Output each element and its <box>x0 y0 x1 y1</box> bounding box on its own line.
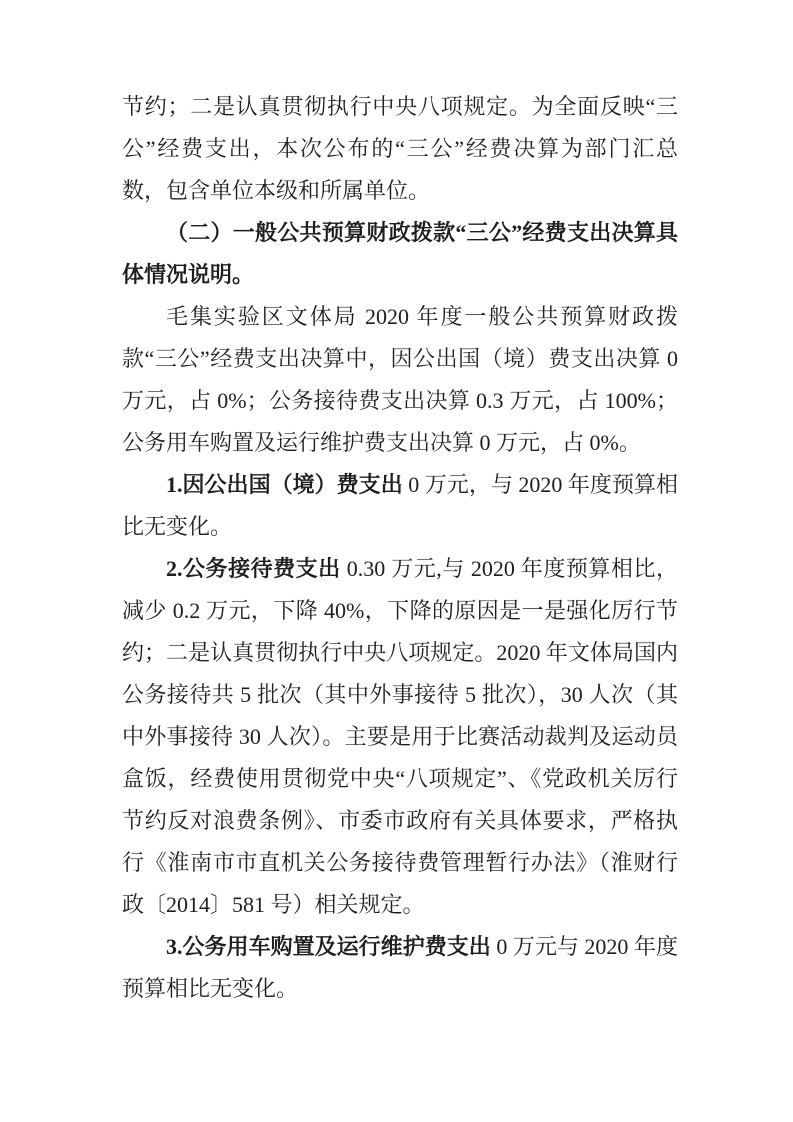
item-2-body: 0.30 万元,与 2020 年度预算相比，减少 0.2 万元，下降 40%，下降的原因是一是强化厉行节约；二是认真贯彻执行中央八项规定。2020 年文体局国内公务接待共 5 批次（其中外事接待 5 批次），30 人次（其中外事接待 30 人次）。主要是用于比赛活动裁判及运动员盒饭，经费使用贯彻党中央“八项规定”、《党政机关厉行节约反对浪费条例》、市委市政府有关具体要求，严格执行《淮南市市直机关公务接待费管理暂行办法》（淮财行政〔2014〕581 号）相关规定。 <box>122 556 678 917</box>
heading-text: （二）一般公共预算财政拨款“三公”经费支出决算具体情况说明。 <box>122 220 678 287</box>
item-1-abroad-expense <box>122 464 678 548</box>
item-3-body: 0 万元与 2020 年度预算相比无变化。 <box>122 934 678 1001</box>
item-3-vehicle-expense <box>122 926 678 1010</box>
heading-section-two <box>122 212 678 296</box>
item-1-lead: 1.因公出国（境）费支出 <box>166 472 403 497</box>
document-body <box>122 86 678 1010</box>
item-1-body: 0 万元，与 2020 年度预算相比无变化。 <box>122 472 678 539</box>
item-2-lead: 2.公务接待费支出 <box>166 556 341 581</box>
item-3-lead: 3.公务用车购置及运行维护费支出 <box>166 934 491 959</box>
paragraph-continuation <box>122 86 678 212</box>
text-segment: 毛集实验区文体局 2020 年度一般公共预算财政拨款“三公”经费支出决算中，因公出国（境）费支出决算 0 万元，占 0%；公务接待费支出决算 0.3 万元，占 100%；公务用车购置及运行维护费支出决算 0 万元，占 0%。 <box>122 304 678 455</box>
paragraph-summary <box>122 296 678 464</box>
text-segment: 节约；二是认真贯彻执行中央八项规定。为全面反映“三公”经费支出，本次公布的“三公”经费决算为部门汇总数，包含单位本级和所属单位。 <box>122 94 678 203</box>
item-2-reception-expense <box>122 548 678 926</box>
